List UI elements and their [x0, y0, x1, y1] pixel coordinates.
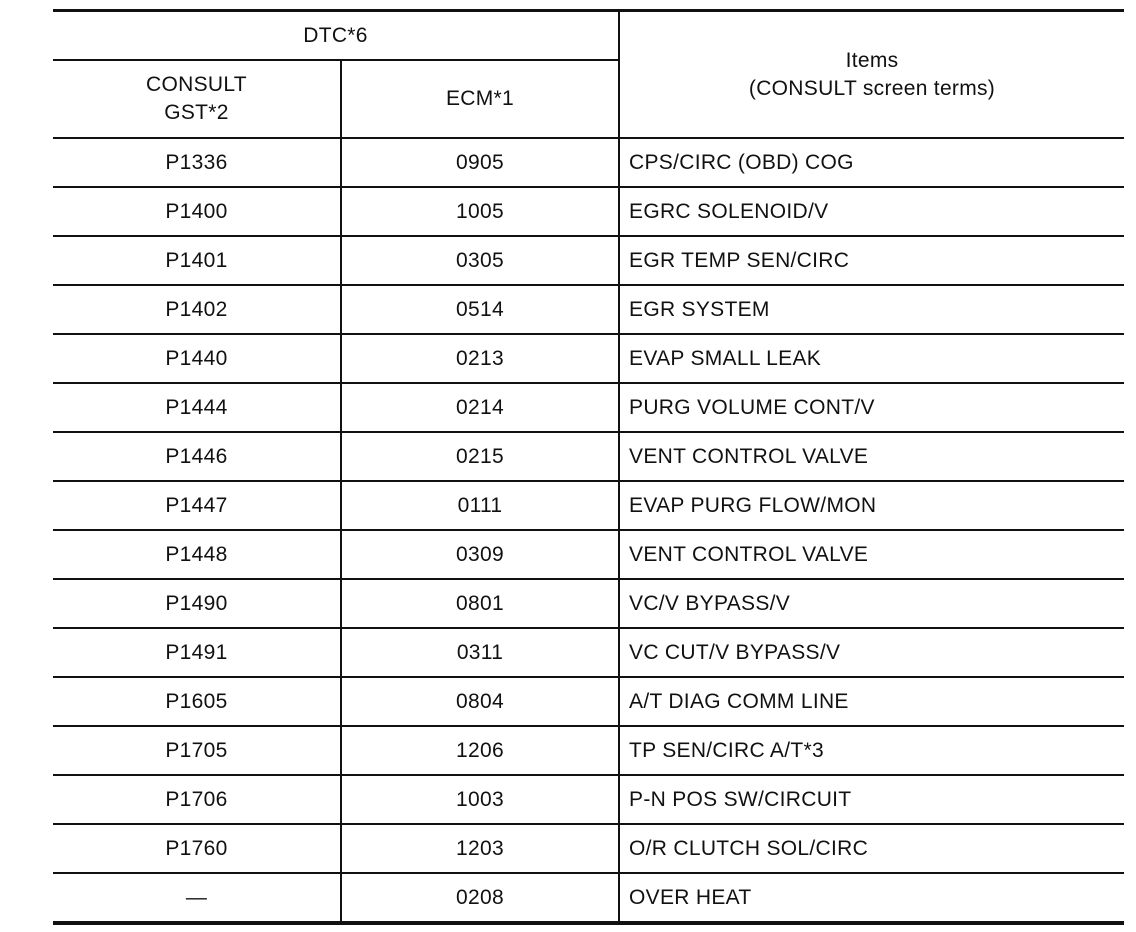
consult-code-cell: P1446 [53, 432, 341, 481]
table-row [53, 383, 1124, 432]
table-row [53, 579, 1124, 628]
item-name-cell: PURG VOLUME CONT/V [619, 383, 1124, 432]
header-items [619, 11, 1124, 139]
ecm-code-cell: 0801 [341, 579, 619, 628]
table-row [53, 334, 1124, 383]
consult-code-cell: P1400 [53, 187, 341, 236]
table-row [53, 530, 1124, 579]
ecm-code-cell: 0804 [341, 677, 619, 726]
item-name-cell: A/T DIAG COMM LINE [619, 677, 1124, 726]
item-name-cell: VC/V BYPASS/V [619, 579, 1124, 628]
ecm-code-cell: 0208 [341, 873, 619, 923]
table-row [53, 481, 1124, 530]
item-name-cell: EGR SYSTEM [619, 285, 1124, 334]
header-items-subtitle: (CONSULT screen terms) [748, 76, 996, 100]
consult-code-cell: — [53, 873, 341, 923]
table-row [53, 236, 1124, 285]
table-row [53, 677, 1124, 726]
consult-code-cell: P1440 [53, 334, 341, 383]
table-row [53, 432, 1124, 481]
header-ecm: ECM*1 [341, 60, 619, 138]
ecm-code-cell: 1203 [341, 824, 619, 873]
header-dtc: DTC*6 [53, 11, 619, 61]
table-body [53, 138, 1124, 923]
table-row [53, 873, 1124, 923]
table-row [53, 775, 1124, 824]
item-name-cell: EGR TEMP SEN/CIRC [619, 236, 1124, 285]
item-name-cell: VENT CONTROL VALVE [619, 530, 1124, 579]
ecm-code-cell: 0311 [341, 628, 619, 677]
ecm-code-cell: 1206 [341, 726, 619, 775]
table-row [53, 138, 1124, 187]
ecm-code-cell: 0305 [341, 236, 619, 285]
item-name-cell: EVAP PURG FLOW/MON [619, 481, 1124, 530]
consult-code-cell: P1491 [53, 628, 341, 677]
ecm-code-cell: 1005 [341, 187, 619, 236]
header-consult-label: CONSULT [146, 73, 247, 96]
ecm-code-cell: 1003 [341, 775, 619, 824]
item-name-cell: VC CUT/V BYPASS/V [619, 628, 1124, 677]
consult-code-cell: P1448 [53, 530, 341, 579]
consult-code-cell: P1705 [53, 726, 341, 775]
item-name-cell: EGRC SOLENOID/V [619, 187, 1124, 236]
header-row-top [53, 11, 1124, 61]
item-name-cell: EVAP SMALL LEAK [619, 334, 1124, 383]
ecm-code-cell: 0111 [341, 481, 619, 530]
consult-code-cell: P1336 [53, 138, 341, 187]
table-row [53, 285, 1124, 334]
ecm-code-cell: 0215 [341, 432, 619, 481]
dtc-table [53, 9, 1124, 925]
item-name-cell: O/R CLUTCH SOL/CIRC [619, 824, 1124, 873]
ecm-code-cell: 0213 [341, 334, 619, 383]
ecm-code-cell: 0514 [341, 285, 619, 334]
header-gst-label: GST*2 [164, 101, 229, 124]
item-name-cell: CPS/CIRC (OBD) COG [619, 138, 1124, 187]
item-name-cell: P-N POS SW/CIRCUIT [619, 775, 1124, 824]
consult-code-cell: P1605 [53, 677, 341, 726]
consult-code-cell: P1706 [53, 775, 341, 824]
header-items-title: Items [845, 48, 899, 72]
consult-code-cell: P1760 [53, 824, 341, 873]
consult-code-cell: P1490 [53, 579, 341, 628]
consult-code-cell: P1447 [53, 481, 341, 530]
consult-code-cell: P1401 [53, 236, 341, 285]
table-row [53, 726, 1124, 775]
consult-code-cell: P1402 [53, 285, 341, 334]
table-row [53, 187, 1124, 236]
table-row [53, 824, 1124, 873]
ecm-code-cell: 0214 [341, 383, 619, 432]
table-row [53, 628, 1124, 677]
item-name-cell: TP SEN/CIRC A/T*3 [619, 726, 1124, 775]
header-consult-gst [53, 60, 341, 138]
ecm-code-cell: 0905 [341, 138, 619, 187]
consult-code-cell: P1444 [53, 383, 341, 432]
item-name-cell: VENT CONTROL VALVE [619, 432, 1124, 481]
ecm-code-cell: 0309 [341, 530, 619, 579]
item-name-cell: OVER HEAT [619, 873, 1124, 923]
